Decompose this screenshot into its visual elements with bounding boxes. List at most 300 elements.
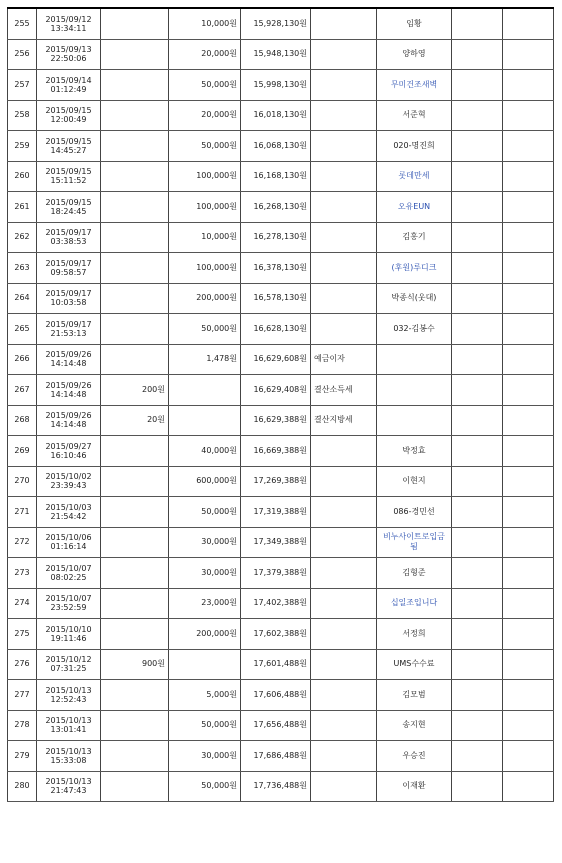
transaction-memo [311, 8, 377, 39]
transaction-time: 21:47:43 [50, 786, 87, 796]
table-row [8, 588, 554, 619]
depositor-name: 이재환 [377, 771, 452, 802]
balance-amount: 16,378,130원 [241, 253, 311, 284]
transaction-time: 15:33:08 [50, 755, 87, 765]
deposit-amount: 100,000원 [169, 192, 241, 223]
row-number: 263 [8, 253, 37, 284]
transaction-memo [311, 161, 377, 192]
balance-amount: 15,948,130원 [241, 39, 311, 70]
table-row [8, 649, 554, 680]
withdrawal-amount [101, 710, 169, 741]
transaction-datetime [37, 8, 101, 39]
table-row [8, 8, 554, 39]
transaction-memo [311, 314, 377, 345]
depositor-name[interactable]: 롯데만세 [377, 161, 452, 192]
empty-cell [452, 405, 503, 436]
row-number: 270 [8, 466, 37, 497]
row-number: 255 [8, 8, 37, 39]
transaction-time: 08:02:25 [50, 572, 87, 582]
depositor-name: 송지현 [377, 710, 452, 741]
transaction-datetime [37, 70, 101, 101]
empty-cell [503, 314, 554, 345]
deposit-amount: 50,000원 [169, 710, 241, 741]
transaction-memo [311, 649, 377, 680]
transaction-time: 01:12:49 [50, 84, 87, 94]
transaction-time: 14:14:48 [50, 420, 87, 430]
empty-cell [452, 466, 503, 497]
empty-cell [452, 192, 503, 223]
depositor-name: UMS수수료 [377, 649, 452, 680]
table-row [8, 222, 554, 253]
row-number: 269 [8, 436, 37, 467]
empty-cell [452, 161, 503, 192]
withdrawal-amount: 900원 [101, 649, 169, 680]
withdrawal-amount [101, 680, 169, 711]
transaction-datetime [37, 710, 101, 741]
empty-cell [452, 710, 503, 741]
deposit-amount: 20,000원 [169, 100, 241, 131]
deposit-amount: 40,000원 [169, 436, 241, 467]
balance-amount: 15,928,130원 [241, 8, 311, 39]
transaction-date: 2015/10/13 [45, 685, 92, 695]
empty-cell [503, 588, 554, 619]
depositor-name: 양하영 [377, 39, 452, 70]
empty-cell [503, 70, 554, 101]
transaction-memo: 결산소득세 [311, 375, 377, 406]
transaction-date: 2015/10/10 [45, 624, 92, 634]
depositor-name: 서정희 [377, 619, 452, 650]
transaction-date: 2015/10/12 [45, 655, 92, 665]
table-row [8, 436, 554, 467]
transaction-memo [311, 527, 377, 558]
transaction-date: 2015/10/02 [45, 472, 92, 482]
empty-cell [503, 680, 554, 711]
deposit-amount: 20,000원 [169, 39, 241, 70]
table-row [8, 39, 554, 70]
withdrawal-amount [101, 466, 169, 497]
transaction-datetime [37, 771, 101, 802]
transaction-datetime [37, 649, 101, 680]
transaction-time: 18:24:45 [50, 206, 87, 216]
transaction-memo [311, 558, 377, 589]
empty-cell [452, 131, 503, 162]
empty-cell [452, 8, 503, 39]
deposit-amount [169, 375, 241, 406]
deposit-amount: 1,478원 [169, 344, 241, 375]
transaction-memo [311, 680, 377, 711]
deposit-amount: 600,000원 [169, 466, 241, 497]
table-row [8, 771, 554, 802]
transaction-datetime [37, 588, 101, 619]
empty-cell [452, 680, 503, 711]
withdrawal-amount: 200원 [101, 375, 169, 406]
depositor-name: 086-경민선 [377, 497, 452, 528]
empty-cell [503, 283, 554, 314]
transaction-time: 12:52:43 [50, 694, 87, 704]
transaction-date: 2015/10/07 [45, 594, 92, 604]
depositor-name: 이현지 [377, 466, 452, 497]
transaction-date: 2015/09/17 [45, 228, 92, 238]
transaction-date: 2015/10/03 [45, 502, 92, 512]
withdrawal-amount [101, 70, 169, 101]
table-row [8, 558, 554, 589]
deposit-amount: 10,000원 [169, 8, 241, 39]
row-number: 260 [8, 161, 37, 192]
transaction-datetime [37, 680, 101, 711]
transaction-memo [311, 497, 377, 528]
row-number: 258 [8, 100, 37, 131]
empty-cell [503, 497, 554, 528]
depositor-name [377, 344, 452, 375]
transaction-time: 21:53:13 [50, 328, 87, 338]
table-row [8, 710, 554, 741]
depositor-name: 김모범 [377, 680, 452, 711]
empty-cell [452, 588, 503, 619]
transaction-time: 14:14:48 [50, 359, 87, 369]
deposit-amount: 50,000원 [169, 131, 241, 162]
withdrawal-amount [101, 161, 169, 192]
transaction-date: 2015/09/26 [45, 411, 92, 421]
empty-cell [452, 527, 503, 558]
transaction-time: 12:00:49 [50, 115, 87, 125]
transaction-memo [311, 771, 377, 802]
table-row [8, 680, 554, 711]
deposit-amount: 30,000원 [169, 558, 241, 589]
withdrawal-amount [101, 131, 169, 162]
transaction-datetime [37, 741, 101, 772]
empty-cell [503, 39, 554, 70]
empty-cell [452, 222, 503, 253]
transaction-datetime [37, 253, 101, 284]
empty-cell [503, 8, 554, 39]
withdrawal-amount [101, 8, 169, 39]
empty-cell [503, 619, 554, 650]
transaction-datetime [37, 39, 101, 70]
transaction-datetime [37, 314, 101, 345]
transaction-datetime [37, 436, 101, 467]
deposit-amount: 30,000원 [169, 741, 241, 772]
deposit-amount: 50,000원 [169, 497, 241, 528]
balance-amount: 17,319,388원 [241, 497, 311, 528]
withdrawal-amount [101, 497, 169, 528]
transaction-memo: 결산지방세 [311, 405, 377, 436]
balance-amount: 16,018,130원 [241, 100, 311, 131]
row-number: 276 [8, 649, 37, 680]
row-number: 272 [8, 527, 37, 558]
transaction-datetime [37, 497, 101, 528]
empty-cell [503, 741, 554, 772]
empty-cell [503, 375, 554, 406]
transaction-date: 2015/09/15 [45, 136, 92, 146]
depositor-name [377, 375, 452, 406]
balance-amount: 17,379,388원 [241, 558, 311, 589]
transaction-date: 2015/09/27 [45, 441, 92, 451]
transaction-ledger-table [7, 7, 554, 802]
row-number: 265 [8, 314, 37, 345]
withdrawal-amount [101, 741, 169, 772]
withdrawal-amount [101, 527, 169, 558]
depositor-name: 020-명진희 [377, 131, 452, 162]
deposit-amount: 50,000원 [169, 771, 241, 802]
transaction-time: 13:34:11 [50, 23, 87, 33]
transaction-date: 2015/09/17 [45, 289, 92, 299]
deposit-amount [169, 649, 241, 680]
table-row [8, 375, 554, 406]
balance-amount: 16,278,130원 [241, 222, 311, 253]
row-number: 275 [8, 619, 37, 650]
transaction-time: 14:45:27 [50, 145, 87, 155]
transaction-time: 22:50:06 [50, 54, 87, 64]
row-number: 268 [8, 405, 37, 436]
transaction-date: 2015/10/13 [45, 777, 92, 787]
table-row [8, 314, 554, 345]
transaction-memo [311, 741, 377, 772]
transaction-memo [311, 710, 377, 741]
transaction-date: 2015/09/17 [45, 319, 92, 329]
depositor-name: 임황 [377, 8, 452, 39]
empty-cell [452, 100, 503, 131]
transaction-datetime [37, 466, 101, 497]
depositor-name[interactable]: 오유EUN [377, 192, 452, 223]
ledger-body [8, 8, 554, 802]
transaction-time: 21:54:42 [50, 511, 87, 521]
row-number: 264 [8, 283, 37, 314]
empty-cell [452, 771, 503, 802]
transaction-memo [311, 283, 377, 314]
transaction-datetime [37, 558, 101, 589]
table-row [8, 100, 554, 131]
balance-amount: 17,736,488원 [241, 771, 311, 802]
row-number: 274 [8, 588, 37, 619]
transaction-datetime [37, 100, 101, 131]
balance-amount: 17,601,488원 [241, 649, 311, 680]
depositor-name[interactable]: 비누사이트로입금됨 [377, 527, 452, 558]
transaction-time: 07:31:25 [50, 664, 87, 674]
depositor-name: 김홍기 [377, 222, 452, 253]
empty-cell [503, 344, 554, 375]
empty-cell [452, 375, 503, 406]
empty-cell [503, 131, 554, 162]
transaction-memo [311, 588, 377, 619]
balance-amount: 16,629,408원 [241, 375, 311, 406]
depositor-name: 서준혁 [377, 100, 452, 131]
empty-cell [503, 771, 554, 802]
depositor-name: 박정효 [377, 436, 452, 467]
depositor-name: 032-김봉수 [377, 314, 452, 345]
transaction-memo [311, 100, 377, 131]
transaction-date: 2015/09/13 [45, 45, 92, 55]
empty-cell [503, 649, 554, 680]
transaction-time: 14:14:48 [50, 389, 87, 399]
transaction-memo: 예금이자 [311, 344, 377, 375]
empty-cell [452, 497, 503, 528]
balance-amount: 17,349,388원 [241, 527, 311, 558]
balance-amount: 16,629,388원 [241, 405, 311, 436]
transaction-memo [311, 619, 377, 650]
empty-cell [452, 344, 503, 375]
balance-amount: 16,628,130원 [241, 314, 311, 345]
table-row [8, 466, 554, 497]
deposit-amount: 50,000원 [169, 70, 241, 101]
withdrawal-amount [101, 253, 169, 284]
empty-cell [503, 436, 554, 467]
transaction-date: 2015/10/13 [45, 746, 92, 756]
balance-amount: 16,068,130원 [241, 131, 311, 162]
row-number: 259 [8, 131, 37, 162]
balance-amount: 16,669,388원 [241, 436, 311, 467]
empty-cell [503, 466, 554, 497]
deposit-amount [169, 405, 241, 436]
deposit-amount: 200,000원 [169, 619, 241, 650]
row-number: 257 [8, 70, 37, 101]
transaction-time: 15:11:52 [50, 176, 87, 186]
empty-cell [503, 527, 554, 558]
table-row [8, 253, 554, 284]
withdrawal-amount [101, 771, 169, 802]
depositor-name: 김형준 [377, 558, 452, 589]
row-number: 271 [8, 497, 37, 528]
transaction-date: 2015/09/12 [45, 14, 92, 24]
withdrawal-amount [101, 436, 169, 467]
transaction-date: 2015/10/06 [45, 533, 92, 543]
balance-amount: 16,629,608원 [241, 344, 311, 375]
depositor-name[interactable]: 십일조입니다 [377, 588, 452, 619]
transaction-datetime [37, 619, 101, 650]
empty-cell [452, 558, 503, 589]
row-number: 267 [8, 375, 37, 406]
table-row [8, 344, 554, 375]
empty-cell [503, 558, 554, 589]
empty-cell [452, 741, 503, 772]
depositor-name: 박종식(웃대) [377, 283, 452, 314]
empty-cell [452, 253, 503, 284]
transaction-memo [311, 131, 377, 162]
transaction-date: 2015/09/15 [45, 197, 92, 207]
empty-cell [503, 405, 554, 436]
table-row [8, 741, 554, 772]
deposit-amount: 50,000원 [169, 314, 241, 345]
transaction-time: 23:39:43 [50, 481, 87, 491]
table-row [8, 70, 554, 101]
balance-amount: 15,998,130원 [241, 70, 311, 101]
withdrawal-amount [101, 283, 169, 314]
deposit-amount: 100,000원 [169, 253, 241, 284]
transaction-time: 23:52:59 [50, 603, 87, 613]
deposit-amount: 30,000원 [169, 527, 241, 558]
transaction-memo [311, 253, 377, 284]
deposit-amount: 23,000원 [169, 588, 241, 619]
transaction-date: 2015/09/14 [45, 75, 92, 85]
table-row [8, 283, 554, 314]
deposit-amount: 200,000원 [169, 283, 241, 314]
table-row [8, 405, 554, 436]
balance-amount: 17,402,388원 [241, 588, 311, 619]
empty-cell [452, 39, 503, 70]
depositor-name[interactable]: (후원)루디크 [377, 253, 452, 284]
deposit-amount: 5,000원 [169, 680, 241, 711]
empty-cell [452, 436, 503, 467]
withdrawal-amount: 20원 [101, 405, 169, 436]
transaction-time: 09:58:57 [50, 267, 87, 277]
balance-amount: 17,686,488원 [241, 741, 311, 772]
table-row [8, 192, 554, 223]
empty-cell [503, 100, 554, 131]
transaction-memo [311, 70, 377, 101]
transaction-time: 01:16:14 [50, 542, 87, 552]
empty-cell [503, 222, 554, 253]
transaction-time: 16:10:46 [50, 450, 87, 460]
transaction-datetime [37, 131, 101, 162]
transaction-time: 10:03:58 [50, 298, 87, 308]
transaction-date: 2015/09/17 [45, 258, 92, 268]
transaction-datetime [37, 222, 101, 253]
transaction-datetime [37, 283, 101, 314]
balance-amount: 16,578,130원 [241, 283, 311, 314]
withdrawal-amount [101, 222, 169, 253]
transaction-time: 19:11:46 [50, 633, 87, 643]
empty-cell [503, 710, 554, 741]
depositor-name [377, 405, 452, 436]
row-number: 256 [8, 39, 37, 70]
balance-amount: 17,606,488원 [241, 680, 311, 711]
row-number: 280 [8, 771, 37, 802]
empty-cell [503, 192, 554, 223]
empty-cell [452, 283, 503, 314]
balance-amount: 17,602,388원 [241, 619, 311, 650]
withdrawal-amount [101, 314, 169, 345]
deposit-amount: 100,000원 [169, 161, 241, 192]
empty-cell [452, 70, 503, 101]
balance-amount: 16,168,130원 [241, 161, 311, 192]
transaction-memo [311, 466, 377, 497]
withdrawal-amount [101, 558, 169, 589]
row-number: 262 [8, 222, 37, 253]
depositor-name[interactable]: 무미건조새벽 [377, 70, 452, 101]
transaction-datetime [37, 192, 101, 223]
transaction-date: 2015/09/26 [45, 380, 92, 390]
deposit-amount: 10,000원 [169, 222, 241, 253]
transaction-time: 13:01:41 [50, 725, 87, 735]
withdrawal-amount [101, 192, 169, 223]
row-number: 273 [8, 558, 37, 589]
transaction-memo [311, 436, 377, 467]
balance-amount: 17,656,488원 [241, 710, 311, 741]
empty-cell [452, 314, 503, 345]
transaction-memo [311, 222, 377, 253]
balance-amount: 16,268,130원 [241, 192, 311, 223]
empty-cell [503, 253, 554, 284]
transaction-date: 2015/10/13 [45, 716, 92, 726]
transaction-date: 2015/09/15 [45, 106, 92, 116]
transaction-date: 2015/10/07 [45, 563, 92, 573]
empty-cell [452, 649, 503, 680]
table-row [8, 497, 554, 528]
transaction-datetime [37, 344, 101, 375]
table-row [8, 527, 554, 558]
depositor-name: 우승진 [377, 741, 452, 772]
table-row [8, 161, 554, 192]
balance-amount: 17,269,388원 [241, 466, 311, 497]
transaction-date: 2015/09/26 [45, 350, 92, 360]
withdrawal-amount [101, 39, 169, 70]
row-number: 279 [8, 741, 37, 772]
transaction-time: 03:38:53 [50, 237, 87, 247]
transaction-date: 2015/09/15 [45, 167, 92, 177]
withdrawal-amount [101, 100, 169, 131]
withdrawal-amount [101, 588, 169, 619]
transaction-memo [311, 39, 377, 70]
row-number: 278 [8, 710, 37, 741]
